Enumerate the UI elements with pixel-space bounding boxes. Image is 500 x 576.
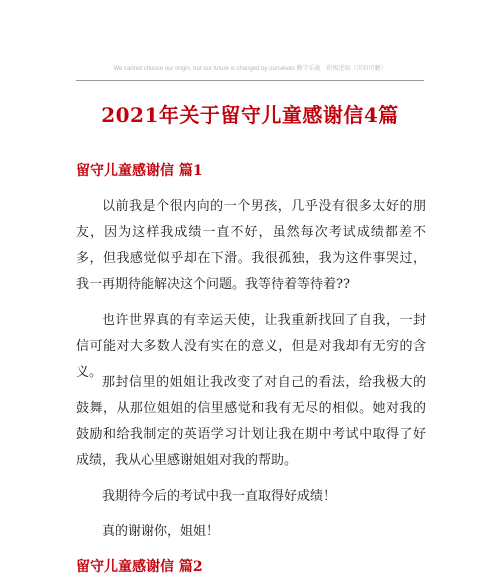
paragraph: 我期待今后的考试中我一直取得好成绩！ — [102, 489, 337, 504]
section-heading-1: 留守儿童感谢信 篇1 — [76, 163, 203, 179]
paragraph: 真的谢谢你，姐姐！ — [102, 524, 220, 539]
paragraph: 也许世界真的有幸运天使，让我重新找回了自我，一封信可能对大多数人没有实在的意义，但是对我却有无穷的含义。 — [76, 313, 426, 380]
paragraph: 以前我是个很内向的一个男孩，几乎没有很多太好的朋友，因为这样我成绩一直不好，虽然每次考试成绩都差不多，但我感觉似乎却在下滑。我很孤独，我为这件事哭过，我一再期待能解决这个问题。我等待着等待着?? — [76, 199, 426, 292]
page-header-text: We cannot choose our origin, but our future is changed by ourselves 勤学乐施 积极进取（页眉可删） — [113, 66, 387, 72]
header-divider — [76, 80, 424, 81]
section-heading-2: 留守儿童感谢信 篇2 — [76, 559, 203, 575]
document-title: 2021年关于留守儿童感谢信4篇 — [101, 103, 399, 127]
paragraph: 那封信里的姐姐让我改变了对自己的看法，给我极大的鼓舞，从那位姐姐的信里感觉和我有无尽的相似。她对我的鼓励和给我制定的英语学习计划让我在期中考试中取得了好成绩，我从心里感谢姐姐对我的帮助。 — [76, 375, 426, 468]
